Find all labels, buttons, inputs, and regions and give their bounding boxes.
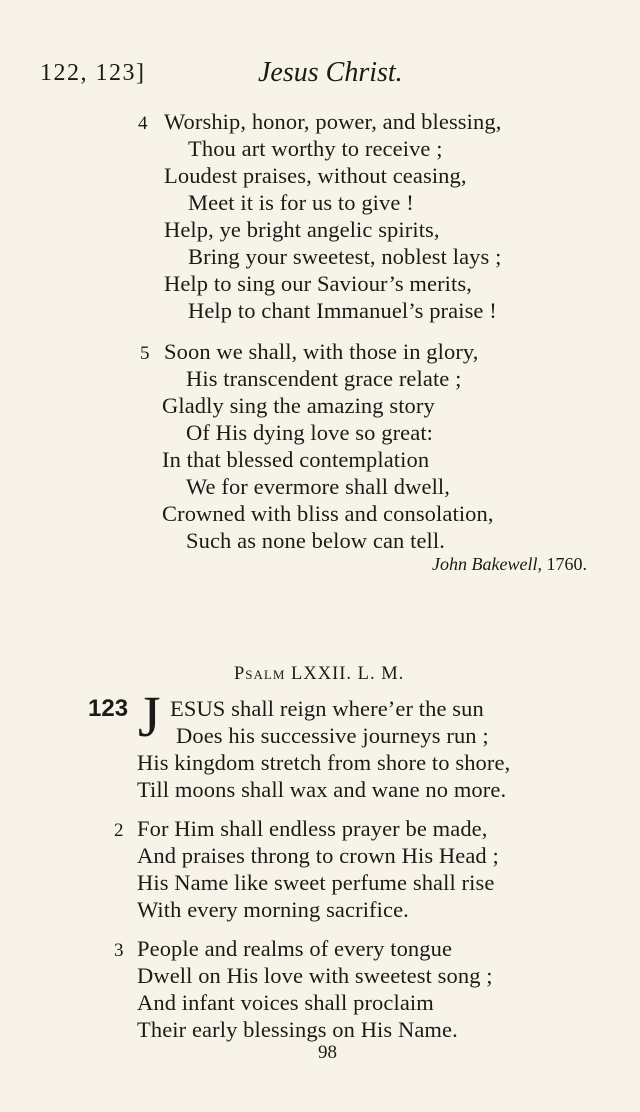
verse-line: For Him shall endless prayer be made,: [137, 816, 488, 841]
verse-line: With every morning sacrifice.: [137, 897, 409, 922]
hymn-number: 123: [88, 695, 129, 722]
verse-line: And infant voices shall proclaim: [137, 990, 434, 1015]
verse-line: ESUS shall reign where’er the sun: [170, 696, 484, 721]
hymn-attribution: [432, 554, 587, 575]
verse-line: Help, ye bright angelic spirits,: [164, 217, 440, 242]
running-header-hymn-numbers: 122, 123]: [40, 60, 146, 86]
verse-line: Help to chant Immanuel’s praise !: [188, 298, 497, 323]
verse-line: Of His dying love so great:: [186, 420, 434, 445]
attribution-year: 1760.: [546, 554, 587, 574]
verse-line: Such as none below can tell.: [186, 528, 445, 553]
verse-line: In that blessed contemplation: [162, 447, 430, 472]
verse-line: Their early blessings on His Name.: [137, 1017, 458, 1042]
verse-line: Till moons shall wax and wane no more.: [137, 777, 507, 802]
heading-psalm-word: Psalm: [234, 664, 286, 684]
running-header-title: Jesus Christ.: [258, 57, 403, 88]
verse-line: His Name like sweet perfume shall rise: [137, 870, 495, 895]
verse-line: Bring your sweetest, noblest lays ;: [188, 244, 502, 269]
verse-line: We for evermore shall dwell,: [186, 474, 451, 499]
verse-line: Dwell on His love with sweetest song ;: [137, 963, 493, 988]
stanza-number: 4: [138, 113, 148, 134]
verse-line: Meet it is for us to give !: [188, 190, 414, 215]
stanza-number: 5: [140, 343, 150, 364]
page-number: 98: [318, 1042, 337, 1063]
verse-line: Help to sing our Saviour’s merits,: [164, 271, 472, 296]
heading-psalm-meter: LXXII. L. M.: [291, 664, 405, 684]
verse-line: Soon we shall, with those in glory,: [164, 339, 479, 364]
verse-line: Thou art worthy to receive ;: [188, 136, 443, 161]
hymn-heading: [234, 664, 404, 685]
verse-line: And praises throng to crown His Head ;: [137, 843, 499, 868]
verse-line: Does his successive journeys run ;: [176, 723, 489, 748]
verse-line: Loudest praises, without ceasing,: [164, 163, 467, 188]
verse-line: Worship, honor, power, and blessing,: [164, 109, 502, 134]
verse-line: Gladly sing the amazing story: [162, 393, 435, 418]
verse-line: His kingdom stretch from shore to shore,: [137, 750, 511, 775]
stanza-number: 2: [114, 820, 124, 841]
drop-cap: J: [138, 684, 161, 749]
stanza-number: 3: [114, 940, 124, 961]
verse-line: His transcendent grace relate ;: [186, 366, 462, 391]
verse-line: Crowned with bliss and consolation,: [162, 501, 494, 526]
verse-line: People and realms of every tongue: [137, 936, 453, 961]
attribution-author: John Bakewell,: [432, 554, 542, 574]
